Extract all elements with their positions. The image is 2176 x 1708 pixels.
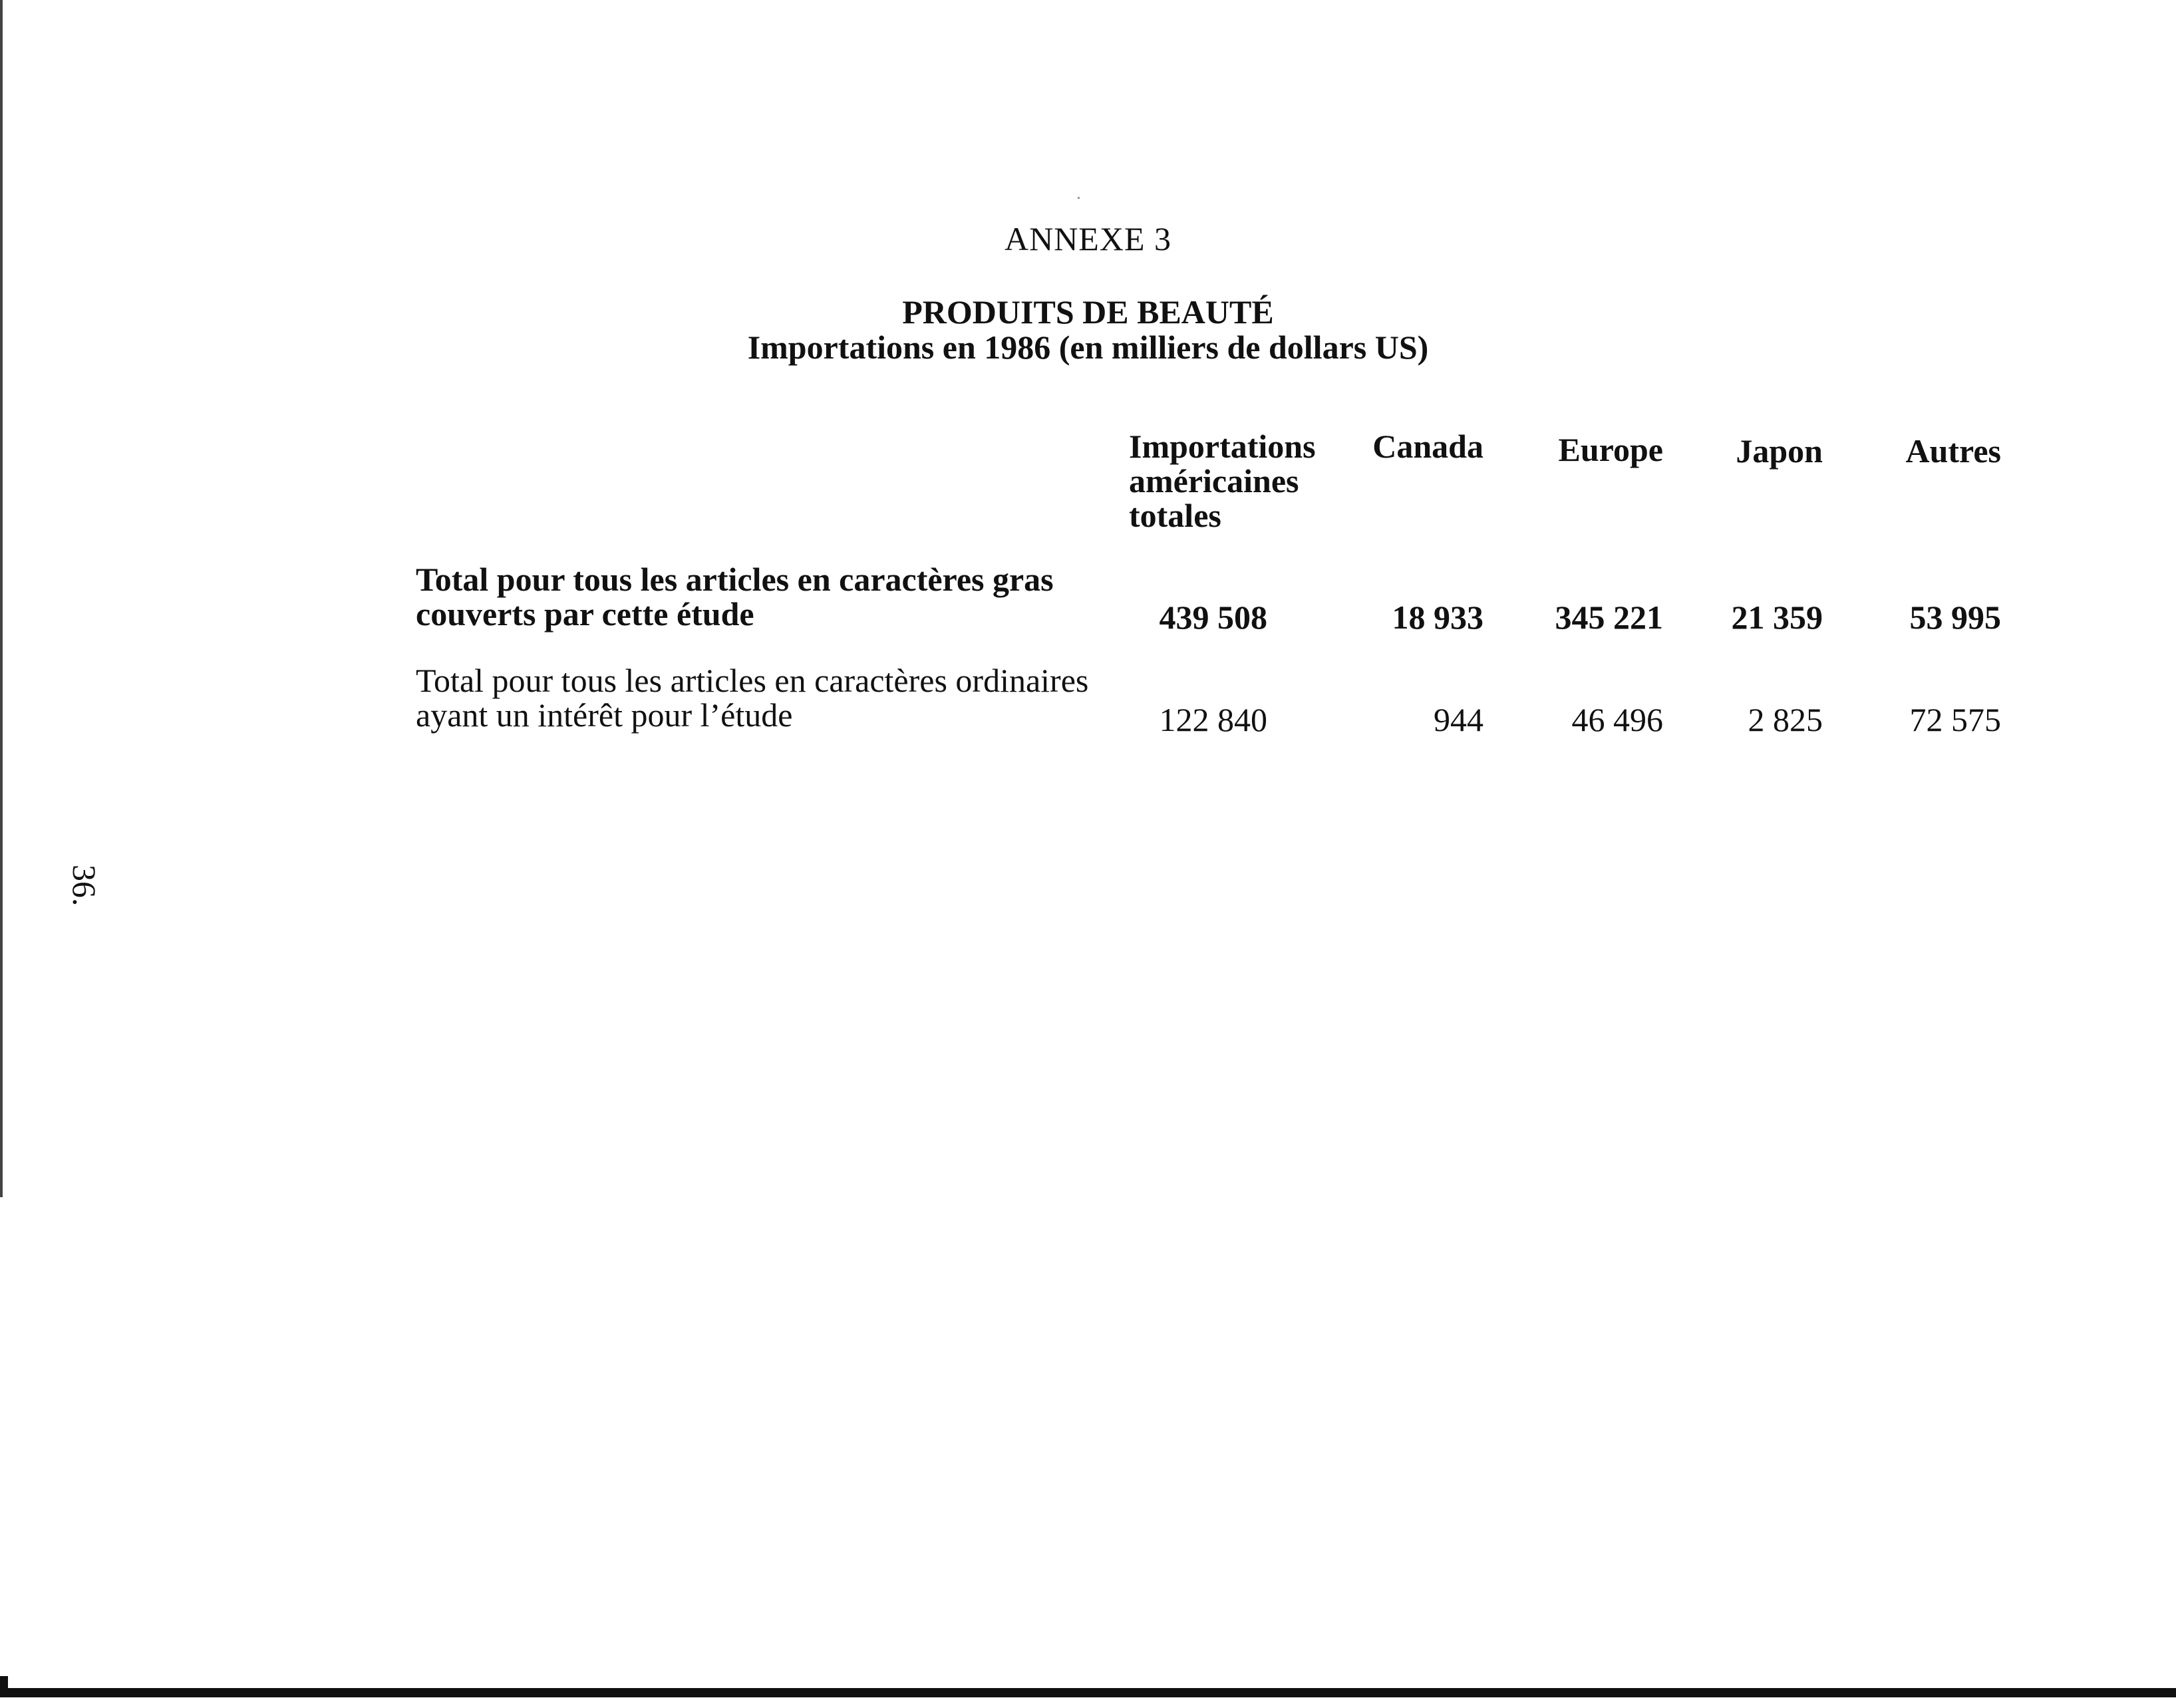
document-subtitle: Importations en 1986 (en milliers de dollars US) [747, 329, 1429, 366]
page-left-edge [0, 0, 3, 1197]
row-label-line: couverts par cette étude [416, 595, 754, 633]
row-label-bold-articles [416, 562, 1121, 631]
column-header-japon: Japon [1736, 432, 1823, 470]
cell-canada: 944 [1434, 701, 1483, 738]
page-number: 36. [66, 865, 103, 907]
row-label-ordinary-articles [416, 663, 1121, 732]
scan-speck [1078, 197, 1080, 199]
column-header-total-us-imports [1129, 429, 1348, 533]
header-line: Importations [1129, 428, 1316, 465]
cell-autres: 53 995 [1909, 599, 2001, 636]
header-line: totales [1129, 497, 1221, 534]
cell-total: 122 840 [1159, 701, 1267, 738]
bottom-rule [0, 1688, 2176, 1697]
cell-canada: 18 933 [1392, 599, 1483, 636]
cell-japon: 21 359 [1731, 599, 1823, 636]
column-header-canada: Canada [1372, 428, 1483, 465]
row-label-line: Total pour tous les articles en caractères ordinaires [416, 662, 1089, 699]
annex-label: ANNEXE 3 [1004, 220, 1172, 257]
cell-europe: 345 221 [1555, 599, 1663, 636]
document-title: PRODUITS DE BEAUTÉ [902, 293, 1274, 331]
cell-europe: 46 496 [1571, 701, 1663, 738]
column-header-europe: Europe [1558, 431, 1663, 468]
cell-total: 439 508 [1159, 599, 1267, 636]
cell-japon: 2 825 [1748, 701, 1823, 738]
cell-autres: 72 575 [1909, 701, 2001, 738]
row-label-line: Total pour tous les articles en caractères gras [416, 561, 1054, 598]
row-label-line: ayant un intérêt pour l’étude [416, 696, 793, 734]
header-line: américaines [1129, 462, 1299, 499]
column-header-autres: Autres [1905, 432, 2001, 470]
